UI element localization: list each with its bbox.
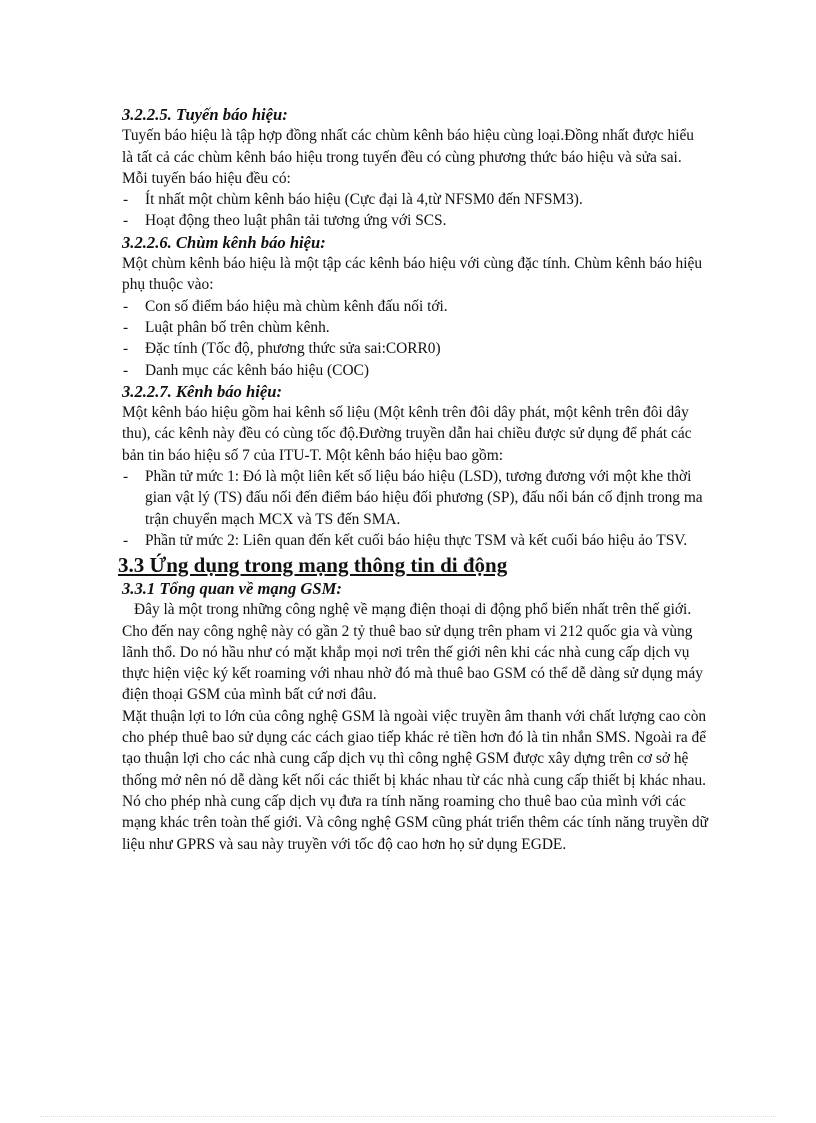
list-item: [118, 360, 708, 381]
list-item: [118, 317, 708, 338]
list-item-text: Luật phân bố trên chùm kênh.: [145, 318, 330, 336]
subsection-heading: 3.3.1 Tổng quan về mạng GSM:: [122, 579, 342, 599]
section-paragraph: Một chùm kênh báo hiệu là một tập các kênh báo hiệu với cùng đặc tính. Chùm kênh báo hiệu phụ thuộc vào:: [122, 255, 703, 294]
list-item: [118, 338, 708, 359]
bullet-dash: -: [123, 297, 129, 315]
list-item-text: Con số điểm báo hiệu mà chùm kênh đấu nối tới.: [145, 297, 448, 315]
list-item: [118, 530, 708, 551]
section-heading-3-2-2-5: 3.2.2.5. Tuyến báo hiệu:: [122, 105, 288, 124]
gsm-paragraph: Mặt thuận lợi to lớn của công nghệ GSM là ngoài việc truyền âm thanh với chất lượng cao còn cho phép thuê bao sử dụng các cách giao tiếp khác rẻ tiền hơn đó là tin nhắn SMS. Ngoài ra để tạo thuận lợi cho các nhà cung cấp dịch vụ thì công nghệ GSM được xây dựng trên cơ sở hệ thống mở nên nó dễ dàng kết nối các thiết bị khác nhau từ các nhà cung cấp thiết bị khác nhau.: [122, 707, 707, 789]
list-item-text: Ít nhất một chùm kênh báo hiệu (Cực đại là 4,từ NFSM0 đến NFSM3).: [145, 191, 583, 209]
bullet-dash: -: [123, 361, 129, 379]
bullet-dash: -: [123, 340, 129, 358]
bullet-dash: -: [123, 191, 129, 209]
section-paragraph: Tuyến báo hiệu là tập hợp đồng nhất các chùm kênh báo hiệu cùng loại.Đồng nhất được hiểu là tất cả các chùm kênh báo hiệu trong tuyến đều có cùng phương thức báo hiệu và sửa sai. Mỗi tuyến báo hiệu đều có:: [122, 127, 694, 187]
list-item-text: Đặc tính (Tốc độ, phương thức sửa sai:CORR0): [145, 340, 441, 358]
list-item: [118, 466, 708, 530]
document-page: [118, 104, 708, 855]
page-bottom-border: [40, 1116, 776, 1117]
list-item-text: Hoạt động theo luật phân tải tương ứng với SCS.: [145, 212, 447, 230]
list-item-text: Phần tử mức 1: Đó là một liên kết số liệu báo hiệu (LSD), tương đương với một khe thời gian vật lý (TS) đấu nối đến điểm báo hiệu đối phương (SP), đấu nối bán cố định trong ma trận chuyển mạch MCX và TS đến SMA.: [145, 468, 703, 528]
gsm-paragraph: Nó cho phép nhà cung cấp dịch vụ đưa ra tính năng roaming cho thuê bao của mình với các mạng khác trên toàn thế giới. Và công nghệ GSM cũng phát triển thêm các tính năng truyền dữ liệu như GPRS và sau này truyền với tốc độ cao hơn họ sử dụng EGDE.: [122, 792, 708, 853]
section-heading-3-2-2-7: 3.2.2.7. Kênh báo hiệu:: [122, 381, 282, 401]
section-paragraph: Một kênh báo hiệu gồm hai kênh số liệu (Một kênh trên đôi dây phát, một kênh trên đôi dây thu), các kênh này đều có cùng tốc độ.Đường truyền dẫn hai chiều được sử dụng để phát các bản tin báo hiệu số 7 của ITU-T. Một kênh báo hiệu bao gồm:: [122, 404, 692, 464]
list-item: [118, 189, 708, 210]
bullet-dash: -: [123, 468, 129, 486]
bullet-dash: -: [123, 531, 129, 549]
main-section-heading: 3.3 Ứng dụng trong mạng thông tin di động: [118, 553, 508, 578]
section-heading-3-2-2-6: 3.2.2.6. Chùm kênh báo hiệu:: [122, 232, 326, 252]
list-item-text: Danh mục các kênh báo hiệu (COC): [145, 361, 369, 379]
bullet-dash: -: [123, 212, 129, 230]
list-item: [118, 296, 708, 317]
gsm-paragraph: Đây là một trong những công nghệ về mạng điện thoại di động phổ biến nhất trên thế giới. Cho đến nay công nghệ này có gần 2 tỷ thuê bao sử dụng trên pham vi 212 quốc gia và vùng lãnh thổ. Do nó hầu như có mặt khắp mọi nơi trên thế giới nên khi các nhà cung cấp dịch vụ thực hiện việc ký kết roaming với nhau nhờ đó mà thuê bao GSM có thể dễ dàng sử dụng máy điện thoại GSM của mình bất cứ nơi đâu.: [122, 601, 703, 704]
bullet-dash: -: [123, 318, 129, 336]
list-item-text: Phần tử mức 2: Liên quan đến kết cuối báo hiệu thực TSM và kết cuối báo hiệu ảo TSV.: [145, 531, 688, 549]
list-item: [118, 210, 708, 231]
